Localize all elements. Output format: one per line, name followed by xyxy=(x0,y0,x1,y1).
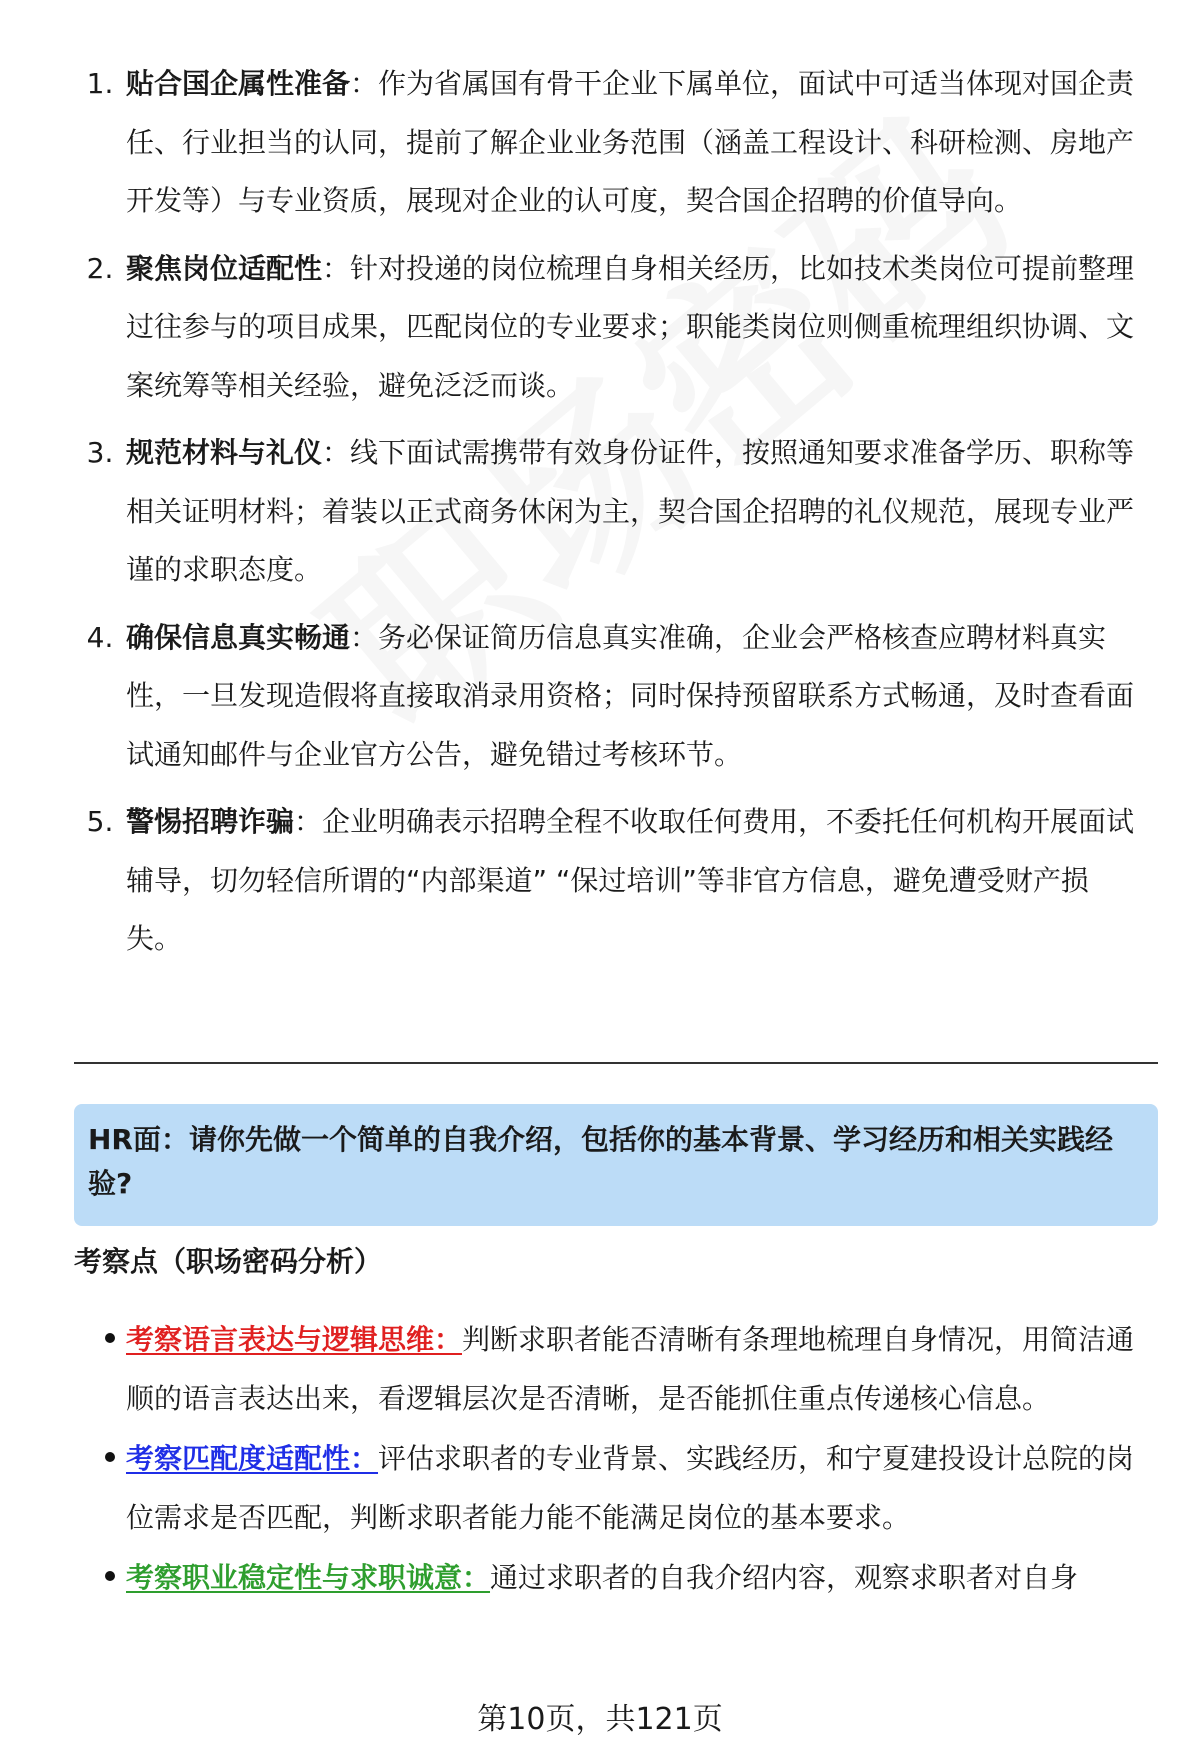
item-title: 贴合国企属性准备 xyxy=(126,67,351,100)
item-number: 2. xyxy=(86,251,114,285)
item-number: 4. xyxy=(86,620,114,654)
list-item xyxy=(74,424,1144,600)
bullet-lead: 考察匹配度适配性： xyxy=(126,1442,379,1475)
item-body: ：作为省属国有骨干企业下属单位，面试中可适当体现对国企责任、行业担当的认同，提前了解企业业务范围（涵盖工程设计、科研检测、房地产开发等）与专业资质，展现对企业的认可度，契合国企招聘的价值导向。 xyxy=(126,67,1135,217)
section-title: 考察点（职场密码分析） xyxy=(74,1245,383,1278)
item-body: ：务必保证简历信息真实准确，企业会严格核查应聘材料真实性，一旦发现造假将直接取消录用资格；同时保持预留联系方式畅通，及时查看面试通知邮件与企业官方公告，避免错过考核环节。 xyxy=(126,620,1135,771)
bullet-list xyxy=(74,1311,1144,1610)
list-item xyxy=(74,793,1144,969)
item-text xyxy=(126,240,1144,416)
bullet-body: 判断求职者能否清晰有条理地梳理自身情况，用简洁通顺的语言表达出来，看逻辑层次是否清晰，是否能抓住重点传递核心信息。 xyxy=(126,1323,1135,1415)
item-body: ：线下面试需携带有效身份证件，按照通知要求准备学历、职称等相关证明材料；着装以正式商务休闲为主，契合国企招聘的礼仪规范，展现专业严谨的求职态度。 xyxy=(126,436,1135,586)
bullet-text xyxy=(126,1430,1144,1547)
item-text xyxy=(126,424,1144,600)
bullet-text xyxy=(126,1311,1144,1428)
item-number: 5. xyxy=(86,805,114,838)
item-text xyxy=(126,609,1144,785)
question-box: HR面：请你先做一个简单的自我介绍，包括你的基本背景、学习经历和相关实践经验? xyxy=(74,1104,1158,1226)
bullet-item xyxy=(74,1311,1144,1428)
bullet-dot-icon xyxy=(74,1311,126,1428)
numbered-list xyxy=(74,55,1144,978)
item-number: 3. xyxy=(86,436,114,469)
item-title: 规范材料与礼仪 xyxy=(126,436,323,469)
bullet-dot-icon xyxy=(74,1549,126,1608)
bullet-item xyxy=(74,1430,1144,1547)
bullet-body: 通过求职者的自我介绍内容，观察求职者对自身 xyxy=(490,1561,1079,1594)
bullet-lead: 考察职业稳定性与求职诚意： xyxy=(126,1561,491,1594)
bullet-body: 评估求职者的专业背景、实践经历，和宁夏建投设计总院的岗位需求是否匹配，判断求职者能力能不能满足岗位的基本要求。 xyxy=(126,1442,1135,1534)
item-body: ：针对投递的岗位梳理自身相关经历，比如技术类岗位可提前整理过往参与的项目成果，匹配岗位的专业要求；职能类岗位则侧重梳理组织协调、文案统筹等相关经验，避免泛泛而谈。 xyxy=(126,251,1135,402)
bullet-lead: 考察语言表达与逻辑思维： xyxy=(126,1323,463,1356)
list-item xyxy=(74,240,1144,416)
item-title: 聚焦岗位适配性 xyxy=(126,251,323,285)
bullet-text xyxy=(126,1549,1144,1608)
item-number: 1. xyxy=(86,67,114,100)
list-item xyxy=(74,609,1144,785)
item-text xyxy=(126,55,1144,231)
item-title: 警惕招聘诈骗 xyxy=(126,805,295,838)
bullet-dot-icon xyxy=(74,1430,126,1547)
item-title: 确保信息真实畅通 xyxy=(126,620,351,654)
page-footer: 第10页，共121页 xyxy=(477,1702,723,1737)
section-divider xyxy=(74,1062,1158,1064)
list-item xyxy=(74,55,1144,231)
item-text xyxy=(126,793,1144,969)
bullet-item xyxy=(74,1549,1144,1608)
item-body: ：企业明确表示招聘全程不收取任何费用，不委托任何机构开展面试辅导，切勿轻信所谓的“内部渠道” “保过培训”等非官方信息，避免遭受财产损失。 xyxy=(126,805,1135,955)
